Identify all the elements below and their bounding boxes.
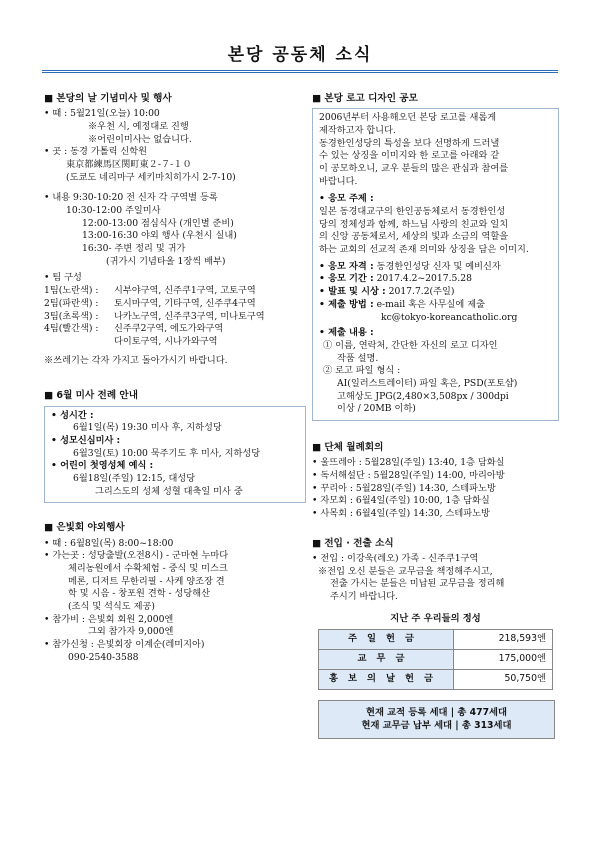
logo-section (312, 92, 559, 421)
marian-mass-label: • 성모신심미사 : (51, 434, 121, 446)
logo-content-line: AI(일러스트레이터) 파일 혹은, PSD(포토샵) (337, 377, 518, 389)
offering-table (318, 610, 553, 690)
feast-address-kr: (도쿄도 네리마구 세키마치히가시 2-7-10) (66, 171, 236, 183)
transfer-note-3: 주시기 바랍니다. (330, 591, 398, 603)
marian-mass-detail: 6월3일(토) 10:00 묵주기도 후 미사, 지하성당 (73, 447, 261, 459)
page-title: 본당 공동체 소식 (227, 45, 373, 65)
logo-intro-line: 2006년부터 사용해오던 본당 로고를 새롭게 (319, 112, 497, 124)
feast-schedule-3: 12:00-13:00 점심식사 (개인별 준비) (82, 217, 234, 229)
offering-value: 175,000엔 (454, 649, 553, 669)
logo-submit-label: • 제출 방법 : (319, 298, 374, 310)
silver-route-3: 메론, 디저트 무한리필 - 사케 양조장 견 (68, 575, 225, 587)
first-communion-label: • 어린이 첫영성체 예식 : (51, 460, 154, 472)
silver-route-4: 학 및 시음 - 창포원 견학 - 성당해산 (68, 588, 211, 600)
feast-section (44, 92, 306, 367)
group-meeting: • 자모회 : 6월4일(주일) 10:00, 1층 담화실 (312, 495, 490, 507)
logo-theme-line: 일본 동경대교구의 한인공동체로서 동경한인성 (319, 206, 506, 218)
feast-place: • 곳 : 동경 가톨릭 신학원 (44, 146, 147, 158)
team-heading: • 팀 구성 (44, 272, 82, 284)
group-meeting: • 울뜨레아 : 5월28일(주일) 13:40, 1층 담화실 (312, 457, 505, 469)
transfer-note-2: 전출 가시는 분들은 미납된 교무금을 정리해 (330, 578, 505, 590)
feast-children-note: ※어린이미사는 없습니다. (88, 133, 192, 145)
silver-fee-other: 그외 참가자 9,000엔 (88, 626, 174, 638)
logo-content-line: 이상 / 20MB 이하) (337, 403, 416, 415)
team-3: 3팀(초록색) : 나카노구역, 신주쿠3구역, 미나토구역 (44, 310, 265, 322)
logo-qualification (319, 261, 552, 274)
group-meeting: • 독서해설단 : 5월28일(주일) 14:00, 마리아방 (312, 469, 505, 481)
logo-period (319, 273, 552, 286)
household-summary (318, 700, 555, 740)
logo-submit-value: e-mail 혹은 사무실에 제출 (376, 298, 485, 310)
silver-fee: • 참가비 : 은빛회 회원 2,000엔 (44, 613, 174, 625)
feast-towel-note: (귀가시 기념타올 1장씩 배부) (106, 255, 226, 267)
transfer-section (312, 537, 559, 604)
paying-households: 현재 교무금 납부 세대 | 총 313세대 (361, 719, 512, 731)
offering-label: 주일헌금 (319, 629, 454, 649)
offering-label: 교무금 (319, 649, 454, 669)
silver-signup: • 참가신청 : 은빛회장 이계순(레미지아) (44, 639, 205, 651)
logo-theme-line: 하는 교회의 선교적 존재 의미와 상징을 담은 이미지. (319, 244, 529, 256)
logo-content-label: • 제출 내용 : (319, 327, 374, 339)
logo-intro-line: 제작하고자 합니다. (319, 124, 396, 136)
logo-content-line: 작품 설명. (337, 352, 379, 364)
june-section (44, 389, 306, 503)
right-column (312, 92, 559, 739)
team-1: 1팀(노란색) : 시부야구역, 신주쿠1구역, 고토구역 (44, 285, 256, 297)
first-communion-detail: 6월18일(주일) 12:15, 대성당 (73, 472, 196, 484)
logo-intro-line: 동경한인성당의 특성을 보다 선명하게 드러낼 (319, 137, 500, 149)
logo-period-label: • 응모 기간 : (319, 273, 374, 285)
title-divider (42, 70, 558, 73)
group-meeting: • 꾸리아 : 5월28일(주일) 14:30, 스테파노방 (312, 482, 496, 494)
logo-content-line: 고해상도 JPG(2,480×3,508px / 300dpi (337, 390, 509, 402)
logo-theme-label: • 응모 주제 : (319, 193, 374, 205)
group-meeting: • 사목회 : 6월4일(주일) 14:30, 스테파노방 (312, 508, 490, 520)
offering-row (319, 669, 553, 689)
logo-qual-value: 동경한인성당 신자 및 예비신자 (376, 260, 501, 272)
team-4-cont: 다이토구역, 시나가와구역 (114, 335, 218, 347)
team-4: 4팀(빨간색) : 신주쿠2구역, 에도가와구역 (44, 323, 224, 335)
feast-schedule-4: 13:00-16:30 야외 행사 (우천시 실내) (82, 230, 237, 242)
offering-heading: 지난 주 우리들의 정성 (319, 610, 553, 630)
offering-value: 50,750엔 (454, 669, 553, 689)
holy-hour-detail: 6월1일(목) 19:30 미사 후, 지하성당 (73, 422, 222, 434)
silver-section (44, 521, 306, 664)
logo-box (312, 108, 559, 421)
logo-qual-label: • 응모 자격 : (319, 260, 374, 272)
logo-submit (319, 299, 552, 312)
feast-trash-note: ※쓰레기는 각자 가지고 돌아가시기 바랍니다. (44, 354, 228, 366)
june-heading: ■ 6월 미사 전례 안내 (44, 390, 138, 402)
silver-phone: 090-2540-3588 (68, 651, 139, 663)
left-column (44, 92, 306, 664)
transfer-note-1: ※전입 오신 분들은 교무금을 책정해주시고, (318, 565, 493, 577)
logo-intro-line: 이 공모하오니, 교우 분들의 많은 관심과 참여를 (319, 162, 509, 174)
logo-period-value: 2017.4.2~2017.5.28 (376, 273, 472, 285)
logo-announce-value: 2017.7.2(주일) (388, 286, 455, 298)
offering-value: 218,593엔 (454, 629, 553, 649)
june-box (44, 406, 306, 504)
logo-intro-line: 바랍니다. (319, 175, 358, 187)
logo-theme-line: 당의 정체성과 함께, 하느님 사랑의 친교와 일치 (319, 218, 509, 230)
offering-row (319, 629, 553, 649)
feast-address-jp: 東京都練馬区関町東２-７-１０ (66, 158, 192, 170)
registered-households: 현재 교적 등록 세대 | 총 477세대 (365, 706, 507, 718)
transfer-in: • 전입 : 이강욱(레오) 가족 - 신주쿠1구역 (312, 552, 479, 564)
silver-time: • 때 : 6월8일(목) 8:00~18:00 (44, 537, 174, 549)
feast-time: • 때 : 5월21일(오늘) 10:00 (44, 108, 160, 120)
groups-section (312, 441, 559, 521)
holy-hour-label: • 성시간 : (51, 409, 94, 421)
silver-heading: ■ 은빛회 야외행사 (44, 522, 125, 534)
team-2: 2팀(파란색) : 토시마구역, 기타구역, 신주쿠4구역 (44, 297, 256, 309)
feast-schedule-1: • 내용 9:30-10:20 전 신자 각 구역별 등록 (44, 192, 218, 204)
transfer-heading: ■ 전입 · 전출 소식 (312, 537, 394, 549)
first-communion-note: 그리스도의 성체 성혈 대축일 미사 중 (95, 485, 243, 497)
silver-route-1: • 가는곳 : 성당출발(오전8시) - 군마현 누마다 (44, 550, 229, 562)
logo-intro-line: 수 있는 상징을 이미지와 한 로고를 아래와 같 (319, 150, 500, 162)
logo-announce-label: • 발표 및 시상 : (319, 286, 386, 298)
logo-email: kc@tokyo-koreancatholic.org (381, 311, 518, 323)
logo-theme-line: 의 신앙 공동체로서, 세상의 빛과 소금의 역할을 (319, 231, 509, 243)
offering-label: 홍보의날헌금 (319, 669, 454, 689)
feast-schedule-2: 10:30-12:00 주일미사 (66, 205, 161, 217)
feast-schedule-5: 16:30- 주변 정리 및 귀가 (82, 243, 186, 255)
silver-route-2: 체리농원에서 수확체험 - 중식 및 미스크 (68, 562, 228, 574)
feast-heading: ■ 본당의 날 기념미사 및 행사 (44, 93, 172, 104)
offering-row (319, 649, 553, 669)
logo-heading: ■ 본당 로고 디자인 공모 (312, 93, 418, 104)
logo-content-line: ② 로고 파일 형식 : (323, 365, 401, 377)
logo-announce (319, 286, 552, 299)
groups-heading: ■ 단체 월례회의 (312, 442, 384, 454)
silver-meals: (조식 및 석식도 제공) (68, 601, 155, 613)
feast-rain-note: ※우천 시, 예정대로 진행 (88, 120, 189, 132)
logo-content-line: ① 이름, 연락처, 간단한 자신의 로고 디자인 (323, 339, 498, 351)
